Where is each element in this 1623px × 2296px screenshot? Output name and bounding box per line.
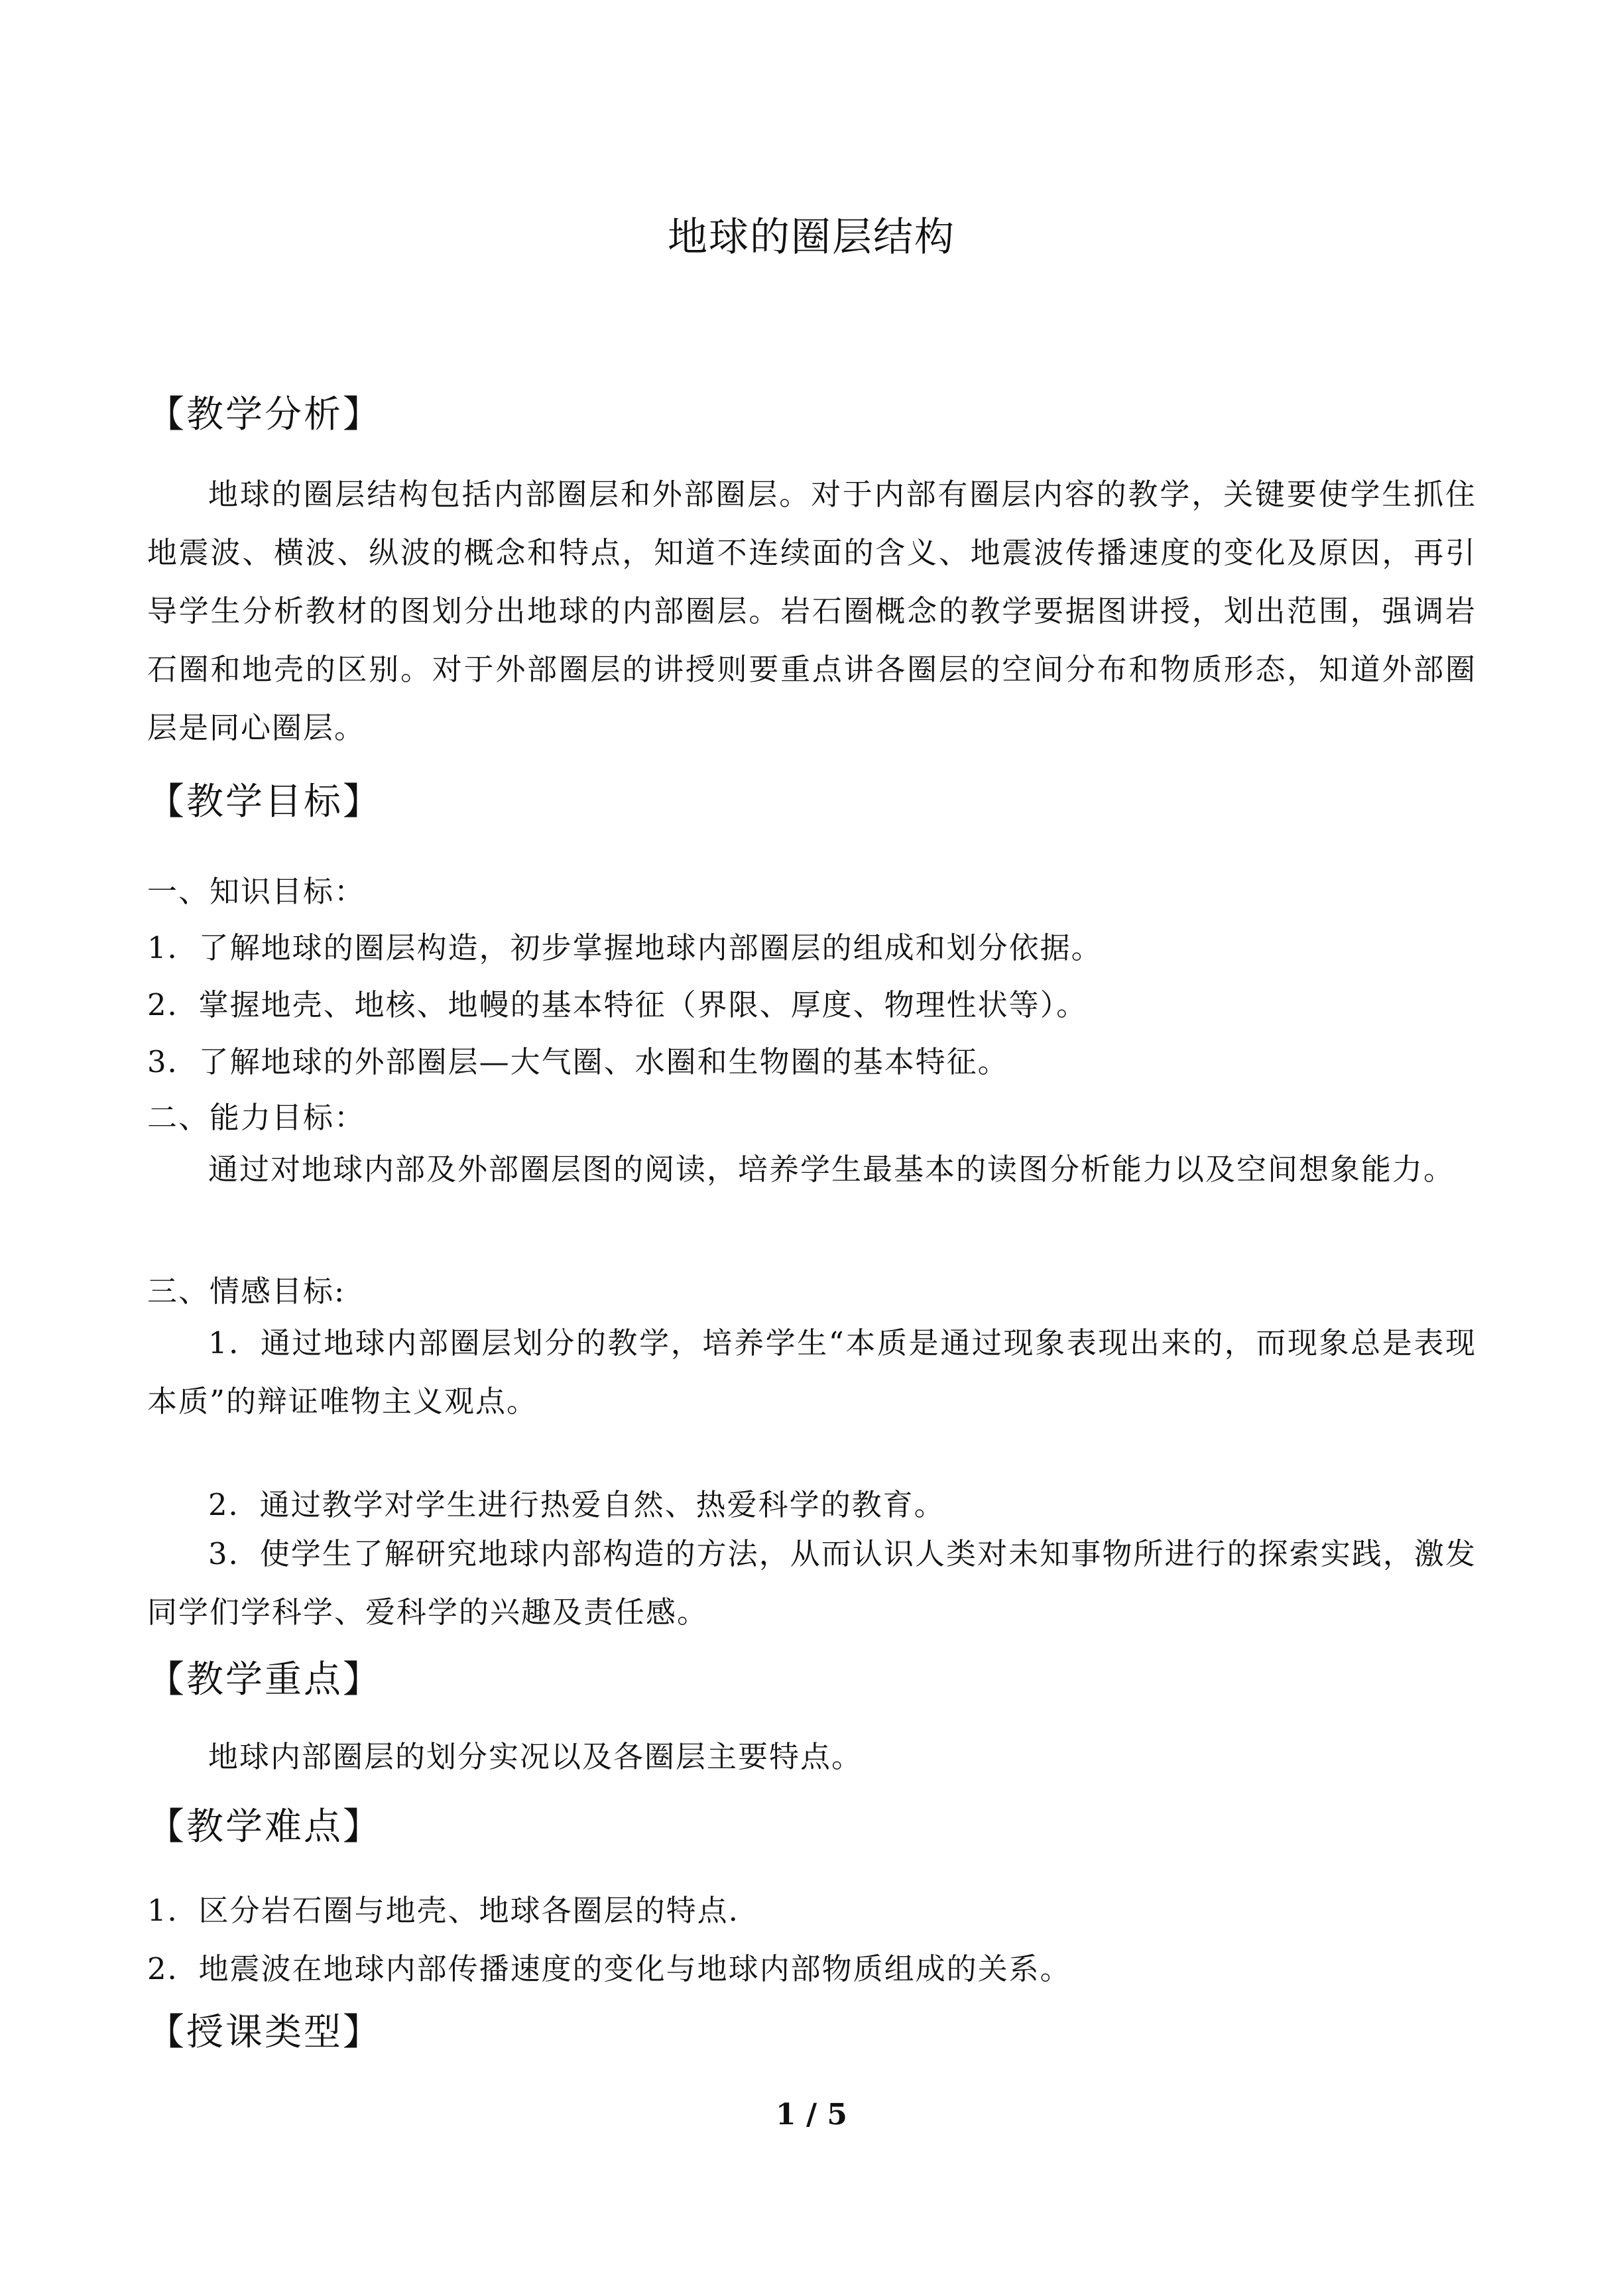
analysis-paragraph: 地球的圈层结构包括内部圈层和外部圈层。对于内部有圈层内容的教学，关键要使学生抓住地震波、横波、纵波的概念和特点，知道不连续面的含义、地震波传播速度的变化及原因，再引导学生分析教材的图划分出地球的内部圈层。岩石圈概念的教学要据图讲授，划出范围，强调岩石圈和地壳的区别。对于外部圈层的讲授则要重点讲各圈层的空间分布和物质形态，知道外部圈层是同心圈层。 <box>147 477 1476 745</box>
ability-objectives-paragraph: 通过对地球内部及外部圈层图的阅读，培养学生最基本的读图分析能力以及空间想象能力。 <box>208 1152 1455 1187</box>
knowledge-objectives-title: 一、知识目标： <box>147 874 366 909</box>
section-heading-difficulties: 【教学难点】 <box>147 1805 382 1848</box>
emotion-objectives-title: 三、情感目标: <box>147 1274 346 1309</box>
emotion-item: 1．通过地球内部圈层划分的教学，培养学生“本质是通过现象表现出来的，而现象总是表现本质”的辩证唯物主义观点。 <box>147 1325 1476 1419</box>
page-indicator: 1 / 5 <box>776 2098 847 2132</box>
knowledge-item: 2．掌握地壳、地核、地幔的基本特征（界限、厚度、物理性状等）。 <box>147 987 1088 1022</box>
difficulty-item: 1．区分岩石圈与地壳、地球各圈层的特点. <box>147 1893 739 1928</box>
section-heading-key-points: 【教学重点】 <box>147 1658 382 1701</box>
knowledge-item: 3．了解地球的外部圈层—大气圈、水圈和生物圈的基本特征。 <box>147 1044 1009 1079</box>
emotion-item: 2．通过教学对学生进行热爱自然、热爱科学的教育。 <box>208 1487 945 1522</box>
knowledge-item: 1．了解地球的圈层构造，初步掌握地球内部圈层的组成和划分依据。 <box>147 930 1103 965</box>
section-heading-analysis: 【教学分析】 <box>147 393 382 436</box>
ability-objectives-title: 二、能力目标： <box>147 1100 366 1135</box>
section-heading-objectives: 【教学目标】 <box>147 780 382 823</box>
difficulty-item: 2．地震波在地球内部传播速度的变化与地球内部物质组成的关系。 <box>147 1951 1071 1986</box>
section-heading-lesson-type: 【授课类型】 <box>147 2011 382 2054</box>
emotion-item: 3．使学生了解研究地球内部构造的方法，从而认识人类对未知事物所进行的探索实践，激发同学们学科学、爱科学的兴趣及责任感。 <box>147 1536 1476 1630</box>
key-points-text: 地球内部圈层的划分实况以及各圈层主要特点。 <box>208 1739 863 1774</box>
document-title: 地球的圈层结构 <box>668 214 955 261</box>
